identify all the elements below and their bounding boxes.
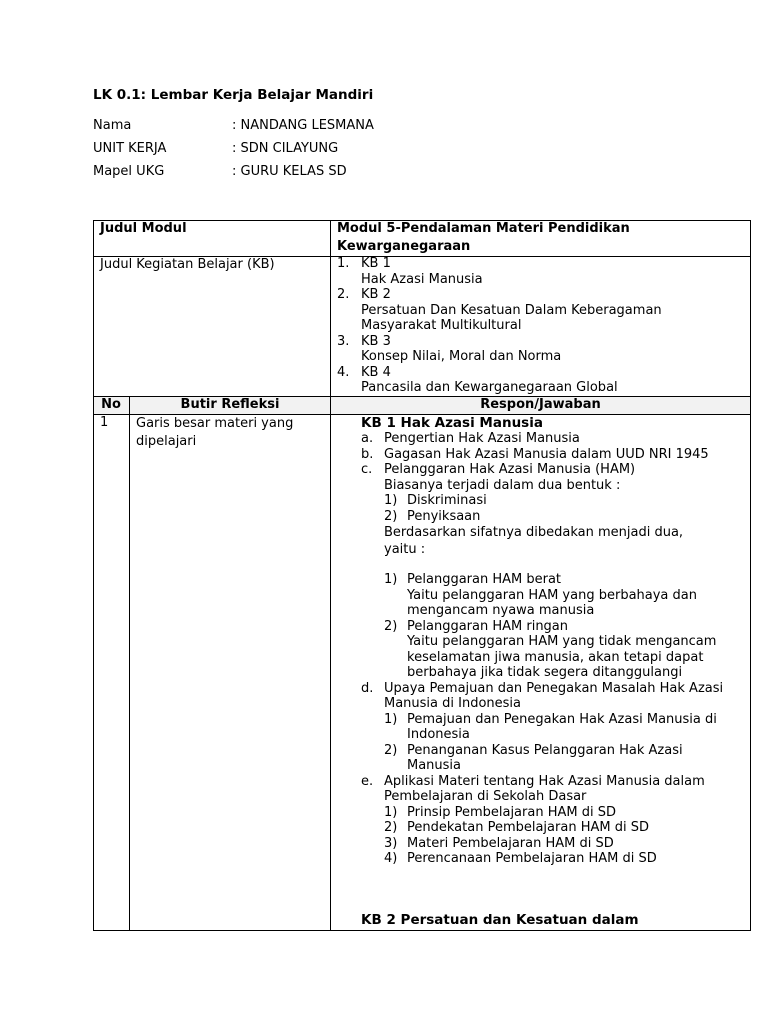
list-marker: 2) bbox=[384, 508, 398, 524]
kb-num: 3. bbox=[337, 333, 350, 349]
list-item bbox=[384, 572, 746, 619]
list-text: Pelanggaran Hak Azasi Manusia (HAM) bbox=[384, 462, 636, 477]
list-item bbox=[384, 493, 746, 509]
list-marker: 4) bbox=[384, 851, 398, 866]
list-marker: 1) bbox=[384, 804, 398, 820]
info-value: : GURU KELAS SD bbox=[232, 164, 347, 179]
table-border-left bbox=[93, 220, 94, 931]
info-value: : NANDANG LESMANA bbox=[232, 118, 374, 133]
row-number: 1 bbox=[100, 415, 109, 430]
list-marker: 1) bbox=[384, 572, 398, 587]
list-marker: 1) bbox=[384, 493, 398, 508]
kb-title: Konsep Nilai, Moral dan Norma bbox=[361, 349, 562, 364]
list-item bbox=[384, 851, 746, 867]
info-row-unit-kerja bbox=[93, 141, 338, 156]
kb-code: KB 3 bbox=[361, 333, 391, 349]
header-butir-refleksi: Butir Refleksi bbox=[180, 397, 280, 412]
header-no: No bbox=[101, 397, 121, 412]
kb-title: Hak Azasi Manusia bbox=[361, 271, 483, 287]
list-text: Upaya Pemajuan dan Penegakan Masalah Hak Azasi Manusia di Indonesia bbox=[384, 680, 724, 711]
info-label: Mapel UKG bbox=[93, 164, 165, 179]
info-row-nama bbox=[93, 118, 374, 133]
list-marker: 1) bbox=[384, 711, 398, 727]
list-marker: e. bbox=[361, 773, 374, 789]
kb-item bbox=[337, 287, 745, 334]
d-details bbox=[361, 712, 746, 774]
kb-item bbox=[337, 365, 745, 396]
kb-code: KB 1 bbox=[361, 256, 391, 271]
e-details bbox=[361, 805, 746, 867]
list-text: Pemajuan dan Penegakan Hak Azasi Manusia di Indonesia bbox=[407, 711, 717, 742]
list-item bbox=[361, 431, 746, 447]
list-text: Diskriminasi bbox=[407, 493, 487, 508]
list-marker: d. bbox=[361, 680, 374, 696]
judul-modul-value: Modul 5-Pendalaman Materi Pendidikan Kewarganegaraan bbox=[337, 221, 630, 254]
list-text: Pelanggaran HAM ringan bbox=[407, 618, 569, 634]
list-text: Pengertian Hak Azasi Manusia bbox=[384, 431, 580, 446]
list-item bbox=[384, 619, 746, 681]
kb2-heading: KB 2 Persatuan dan Kesatuan dalam bbox=[361, 912, 639, 928]
kb-code: KB 2 bbox=[361, 287, 391, 302]
list-marker: 2) bbox=[384, 618, 398, 634]
list-item bbox=[384, 836, 746, 852]
table-rule bbox=[129, 396, 130, 931]
kb-code: KB 4 bbox=[361, 364, 391, 380]
list-marker: 2) bbox=[384, 742, 398, 758]
list-item bbox=[384, 712, 746, 743]
kb-num: 4. bbox=[337, 364, 350, 380]
kb-list bbox=[337, 256, 745, 396]
list-text: Perencanaan Pembelajaran HAM di SD bbox=[407, 851, 657, 866]
list-item bbox=[361, 681, 746, 712]
judul-modul-label: Judul Modul bbox=[100, 221, 187, 236]
kb-item bbox=[337, 256, 745, 287]
kb-item bbox=[337, 334, 745, 365]
respon-content bbox=[361, 415, 746, 867]
list-item bbox=[361, 447, 746, 463]
table-rule bbox=[330, 220, 331, 931]
list-item bbox=[384, 820, 746, 836]
list-description: Yaitu pelanggaran HAM yang tidak mengancam keselamatan jiwa manusia, akan tetapi dapat berbahaya jika tidak segera ditanggulangi bbox=[407, 634, 717, 680]
list-marker: 2) bbox=[384, 820, 398, 835]
list-item bbox=[361, 774, 746, 805]
list-text: Prinsip Pembelajaran HAM di SD bbox=[407, 804, 616, 820]
header-respon-jawaban: Respon/Jawaban bbox=[480, 397, 601, 412]
c-sifat: Berdasarkan sifatnya dibedakan menjadi dua, yaitu : bbox=[384, 525, 684, 557]
kb1-heading: KB 1 Hak Azasi Manusia bbox=[361, 415, 543, 431]
list-item bbox=[384, 805, 746, 821]
info-label: UNIT KERJA bbox=[93, 141, 167, 156]
kb-title: Persatuan Dan Kesatuan Dalam Keberagaman Masyarakat Multikultural bbox=[361, 302, 662, 333]
list-marker: 3) bbox=[384, 835, 398, 851]
list-text: Aplikasi Materi tentang Hak Azasi Manusia dalam Pembelajaran di Sekolah Dasar bbox=[384, 773, 705, 804]
info-row-mapel bbox=[93, 164, 347, 179]
c-details bbox=[361, 478, 746, 681]
list-item bbox=[384, 509, 746, 525]
table-border-bottom bbox=[93, 930, 751, 931]
list-text: Pelanggaran HAM berat bbox=[407, 572, 562, 587]
list-text: Penanganan Kasus Pelanggaran Hak Azasi Manusia bbox=[407, 742, 683, 773]
list-text: Pendekatan Pembelajaran HAM di SD bbox=[407, 820, 649, 835]
list-text: Materi Pembelajaran HAM di SD bbox=[407, 835, 614, 851]
reflection-table bbox=[93, 220, 751, 931]
list-marker: a. bbox=[361, 431, 374, 446]
document-title: LK 0.1: Lembar Kerja Belajar Mandiri bbox=[93, 87, 374, 103]
list-item bbox=[361, 462, 746, 478]
list-marker: c. bbox=[361, 462, 373, 477]
list-marker: b. bbox=[361, 446, 374, 462]
c-intro: Biasanya terjadi dalam dua bentuk : bbox=[384, 477, 621, 493]
list-description: Yaitu pelanggaran HAM yang berbahaya dan mengancam nyawa manusia bbox=[407, 587, 697, 618]
butir-refleksi-text: Garis besar materi yang dipelajari bbox=[136, 416, 294, 449]
info-value: : SDN CILAYUNG bbox=[232, 141, 339, 156]
kb-label: Judul Kegiatan Belajar (KB) bbox=[100, 257, 275, 272]
kb-num: 1. bbox=[337, 256, 350, 271]
kb-title: Pancasila dan Kewarganegaraan Global bbox=[361, 380, 618, 395]
list-item bbox=[384, 743, 746, 774]
list-text: Penyiksaan bbox=[407, 508, 481, 524]
info-label: Nama bbox=[93, 118, 132, 133]
kb-num: 2. bbox=[337, 287, 350, 302]
list-text: Gagasan Hak Azasi Manusia dalam UUD NRI 1945 bbox=[384, 446, 709, 462]
table-border-right bbox=[750, 220, 751, 931]
